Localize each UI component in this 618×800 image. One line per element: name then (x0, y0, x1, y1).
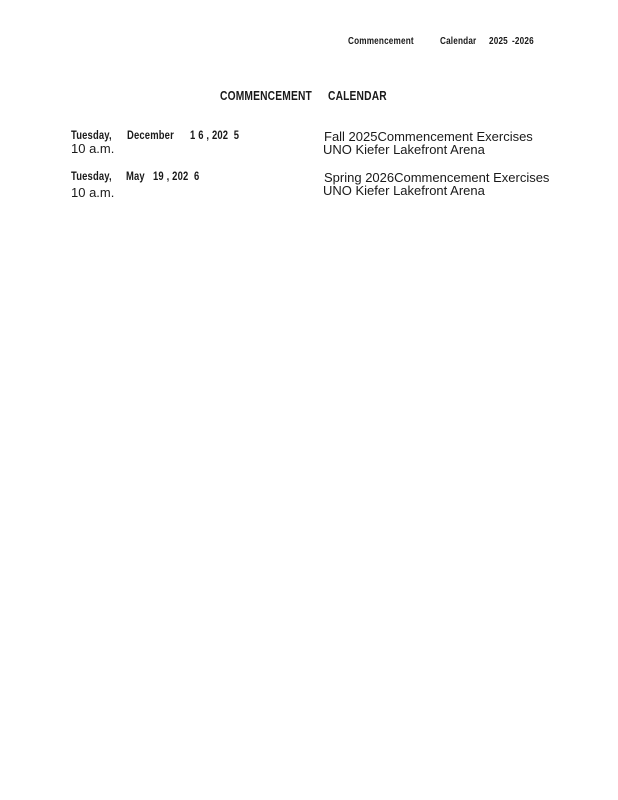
event-weekday: Tuesday, (71, 171, 112, 183)
running-header-year-start: 2025 (489, 36, 508, 47)
event-day-year: 19 , 202 6 (153, 171, 200, 183)
running-header-calendar: Calendar (440, 36, 477, 47)
event-venue: UNO Kiefer Lakefront Arena (323, 183, 485, 198)
event-day-year: 1 6 , 202 5 (190, 130, 240, 142)
running-header-commencement: Commencement (348, 36, 414, 47)
event-month: May (126, 171, 145, 183)
event-month: December (127, 130, 174, 142)
event-name: Fall 2025Commencement Exercises (324, 129, 533, 144)
running-header-year-end: -2026 (512, 36, 534, 47)
page-title-word-calendar: CALENDAR (328, 89, 387, 103)
event-time: 10 a.m. (71, 141, 115, 156)
event-name: Spring 2026Commencement Exercises (324, 170, 550, 185)
page-title-word-commencement: COMMENCEMENT (220, 89, 312, 103)
event-weekday: Tuesday, (71, 130, 112, 142)
event-time: 10 a.m. (71, 185, 115, 200)
event-venue: UNO Kiefer Lakefront Arena (323, 142, 485, 157)
